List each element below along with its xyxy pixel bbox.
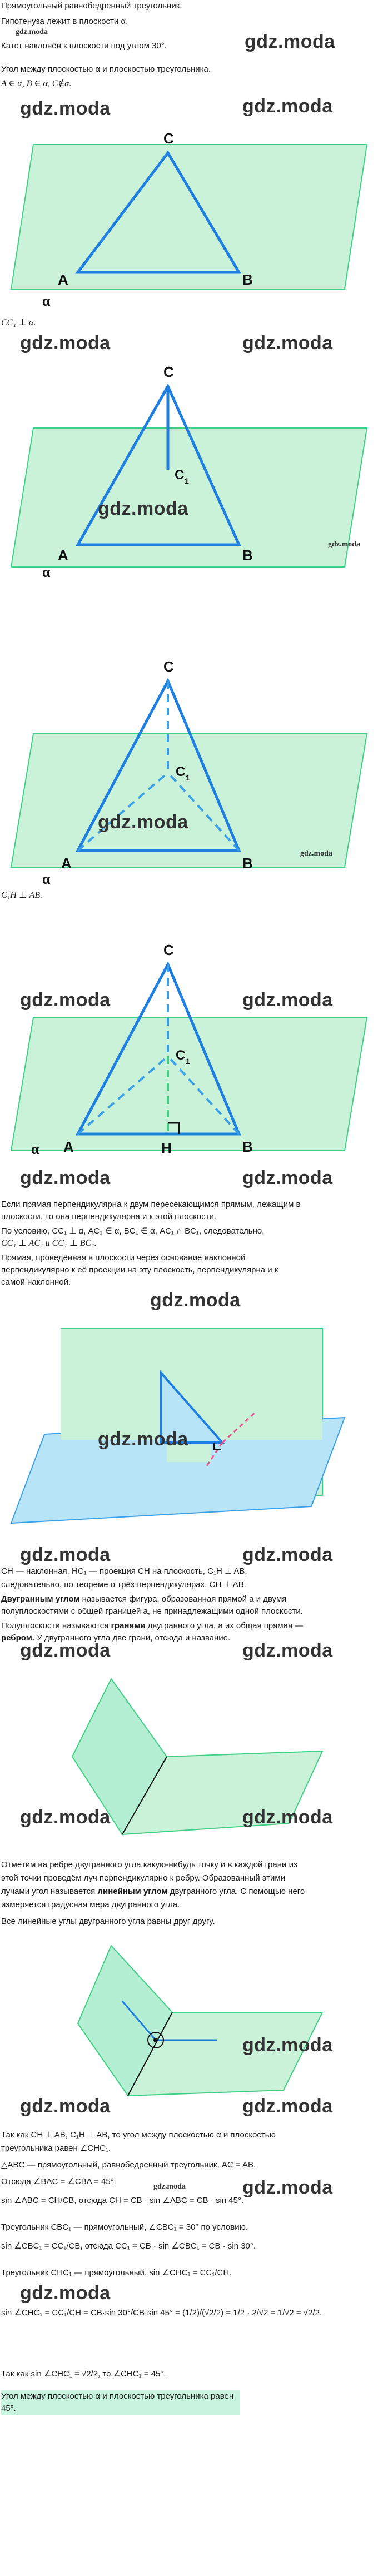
watermark: gdz.moda [242,332,333,354]
label-c1: C [175,468,185,483]
plane-alpha [11,145,367,289]
watermark: gdz.moda [242,1544,333,1565]
svg-text:1: 1 [185,476,189,485]
label-a: A [58,271,68,288]
watermark: gdz.moda [242,989,333,1011]
svg-text:A: A [63,1138,74,1155]
watermark: gdz.moda [20,1544,111,1565]
figure-triangle-h [0,934,378,1156]
watermark: gdz.moda [20,98,111,119]
svg-text:C: C [176,764,186,779]
watermark: gdz.moda [242,96,333,117]
label-b: B [242,271,253,288]
watermark: gdz.moda [242,2096,333,2117]
watermark: gdz.moda [20,2282,111,2304]
label-c: C [163,130,174,147]
svg-text:1: 1 [186,773,190,782]
watermark: gdz.moda [98,812,188,833]
text-perpendicular: CC₁ ⊥ α. [1,318,36,327]
label-c: C [163,364,174,380]
figure-triangle-height [0,356,378,580]
watermark: gdz.moda [242,1167,333,1188]
figure-triangle-dashed [0,650,378,887]
watermark: gdz.moda [20,332,111,354]
svg-text:C: C [163,942,174,958]
text-leg-angle: Катет наклонён к плоскости под углом 30°. [1,41,167,51]
svg-text:C: C [176,1048,186,1063]
svg-text:A: A [58,547,68,564]
answer-highlight: Угол между плоскостью α и плоскостью треугольника равен 45°. [1,2390,240,2415]
watermark: gdz.moda [98,1429,188,1450]
text-find: Угол между плоскостью α и плоскостью треугольника. [1,64,211,74]
watermark: gdz.moda [245,31,335,52]
text-membership: A ∈ α, B ∈ α, C∉α. [1,79,72,88]
watermark: gdz.moda [150,1290,241,1311]
watermark-small: gdz.moda [328,540,360,549]
figure-linear-angle [0,1935,378,2112]
svg-text:B: B [242,1138,253,1155]
text-c1h-perp: C₁H ⊥ AB. [1,891,43,900]
svg-text:A: A [61,855,72,872]
svg-text:1: 1 [186,1057,190,1066]
svg-text:α: α [31,1142,39,1157]
text-problem-statement: Прямоугольный равнобедренный треугольник. [1,1,182,11]
watermark: gdz.moda [242,1640,333,1661]
watermark: gdz.moda [242,2177,333,2198]
svg-text:α: α [42,565,51,580]
watermark-small: gdz.moda [16,28,48,36]
watermark: gdz.moda [20,1640,111,1661]
watermark: gdz.moda [20,2096,111,2117]
label-h: H [161,1140,172,1156]
watermark: gdz.moda [98,498,188,519]
watermark: gdz.moda [20,1807,111,1828]
watermark: gdz.moda [242,2035,333,2056]
watermark: gdz.moda [242,1807,333,1828]
svg-text:C: C [163,658,174,675]
figure-triangle-plane [0,122,378,311]
text-hypotenuse: Гипотенуза лежит в плоскости α. [1,17,128,26]
label-alpha: α [42,294,51,309]
watermark: gdz.moda [20,1167,111,1188]
figure-three-perpendiculars [0,1323,378,1534]
watermark-small: gdz.moda [300,849,332,858]
svg-text:B: B [242,547,253,564]
svg-text:α: α [42,872,51,887]
svg-text:B: B [242,855,253,872]
watermark-small: gdz.moda [153,2182,186,2191]
watermark: gdz.moda [20,989,111,1011]
